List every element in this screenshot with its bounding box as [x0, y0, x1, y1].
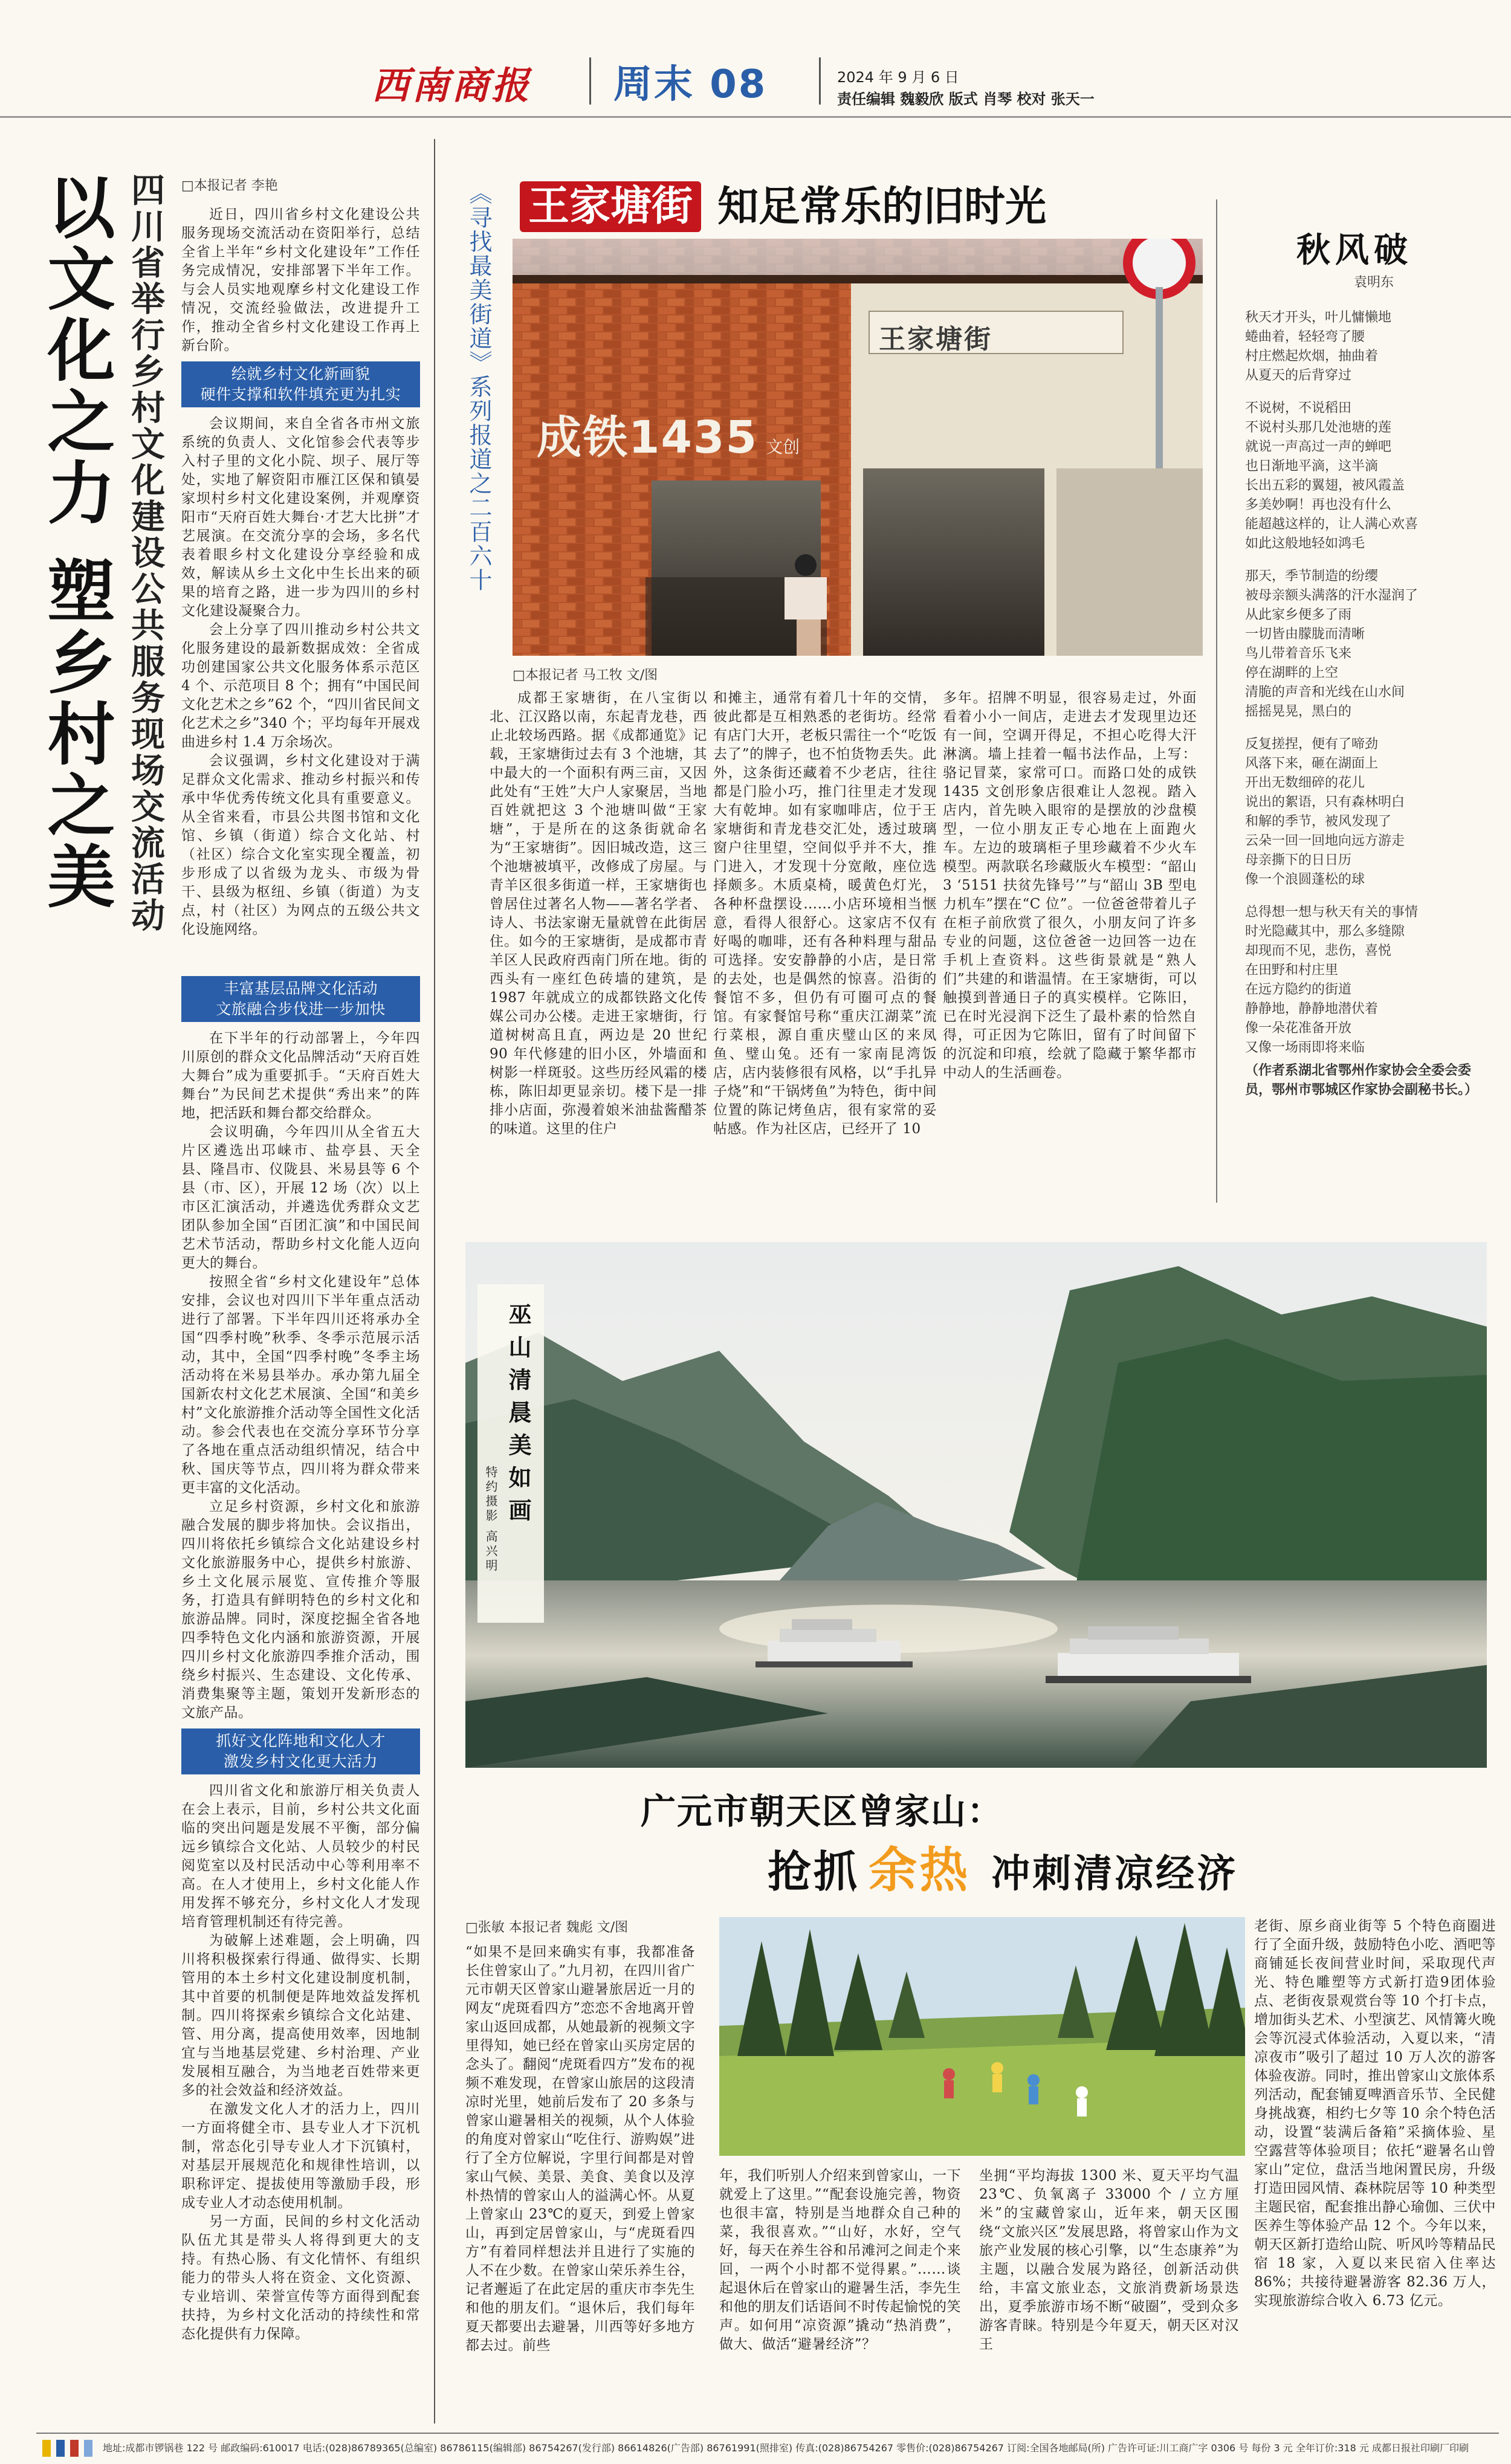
tourism-col-3: 坐拥“平均海拔 1300 米、夏天平均气温 23℃、负氧离子 33000 个 / 立方厘米”的宝藏曾家山，近年来，朝天区围绕“文旅兴区”发展思路，将曾家山作为文旅产业发展的核心引擎，以“生态康养”为主题，以融合发展为路径，创新活动供给，丰富文旅业态，文旅消费新场景迭出，夏季旅游市场不断“破圈”，受到众多游客青睐。特别是今年夏天，朝天区对汉王 [979, 2168, 1239, 2352]
poem-line: 不说树，不说稻田 [1245, 401, 1352, 416]
left-para-6: 会议明确，今年四川从全省五大片区遴选出邛崃市、盐亭县、天全县、隆昌市、仪陇县、米易县等 6 个县（市、区），开展 12 场（次）以上市区汇演活动，并遴选优秀群众文艺团队参加全国“百团汇演”和中国民间艺术节活动，帮助乡村文化能人迈向更大的舞台。 [181, 1124, 420, 1271]
poem-line: 又像一场雨即将来临 [1245, 1040, 1365, 1055]
headline-highlight: 余热 [869, 1842, 971, 1898]
wushan-photo [465, 1242, 1487, 1768]
poem-stanza-2 [1245, 399, 1487, 554]
poem-line: 摇摇晃晃，黑白的 [1245, 704, 1352, 719]
poem-line: 却现而不见，悲伤，喜悦 [1245, 943, 1392, 959]
poem-line: 云朵一回一回地向远方游走 [1245, 833, 1405, 849]
poem-line: 秋天才开头，叶儿慵懒地 [1245, 310, 1392, 325]
tourism-headline-2: 抢抓 余热 冲刺清凉经济 [768, 1842, 1238, 1898]
footer-bar [84, 2440, 92, 2457]
poem-line: 村庄燃起炊烟，抽曲着 [1245, 349, 1379, 364]
masthead [0, 0, 1511, 109]
poem-line: 说出的絮语，只有森林明白 [1245, 795, 1405, 810]
photo-caption: 巫山清晨美如画 [505, 1302, 532, 1531]
meadow-photo [719, 1917, 1245, 2156]
street-col-2: 和摊主，通常有着几十年的交情，彼此都是互相熟悉的老街坊。经常有店门大开，老板只需往一个“吃饭去了”的牌子，也不怕货物丢失。此外，这条街还藏着不少老店，往往都是门脸小巧，推门往里走才发现大有乾坤。如有家咖啡店，位于王家塘街和青龙巷交汇处，透过玻璃窗户往里望，空间似乎并不大，推门进入，才发现十分宽敞，座位选择颇多。木质桌椅，暖黄色灯光，各种杯盘摆设……小店环境相当惬意，看得人很舒心。这家店不仅有好喝的咖啡，还有各种料理与甜品可选择。安安静静的小店，是日常的去处，也是偶然的惊喜。沿街的餐馆不多，但仍有可圈可点的餐馆。有家餐馆号称“重庆江湖菜”流行菜根，源自重庆璧山区的来凤鱼、璧山兔。还有一家南昆湾饭店，店内装修很有风格，以“手扎异子烧”和“干锅烤鱼”为特色，街中间位置的陈记烤鱼店，很有家常的妥帖感。作为社区店，已经开了 10 [713, 690, 937, 1137]
poem-body [1245, 308, 1487, 1100]
poem-title: 秋风破 [1296, 230, 1412, 270]
street-title-rest: 知足常乐的旧时光 [717, 183, 1047, 231]
left-para-8: 立足乡村资源，乡村文化和旅游融合发展的脚步将加快。会议指出，四川将依托乡镇综合文化站建设乡村文化旅游服务中心，提供乡村旅游、乡土文化展示展览、宣传推介等服务，打造具有鲜明特色的乡村文化和旅游品牌。同时，深度挖掘全省各地四季特色文化内涵和旅游资源，开展四川乡村文化旅游四季推介活动，围绕乡村振兴、生态建设、文化传承、消费集聚等主题，策划开发新形态的文旅产品。 [181, 1499, 420, 1721]
left-column-top [181, 205, 420, 973]
poem-line: 也日渐地平滴，这半滴 [1245, 459, 1379, 474]
poem-box [1227, 199, 1493, 1203]
poem-stanza-4 [1245, 735, 1487, 890]
poem-line: 长出五彩的翼翅，被风霞盖 [1245, 478, 1405, 493]
footer-color-bars [42, 2440, 97, 2457]
wushan-landscape [465, 1242, 1487, 1768]
poem-stanza-1 [1245, 308, 1487, 386]
poem-line: 蜷曲着，轻轻弯了腰 [1245, 329, 1365, 344]
left-para-3: 会上分享了四川推动乡村公共文化服务建设的最新数据成效：全省成功创建国家公共文化服务体系示范区 4 个、示范项目 8 个；拥有“中国民间文化艺术之乡”62 个，“四川省民间文化艺术之乡”340 个；平均每年开展戏曲进乡村 1.4 万余场次。 [181, 622, 420, 750]
left-para-1: 近日，四川省乡村文化建设公共服务现场交流活动在资阳举行，总结全省上半年“乡村文化建设年”工作任务完成情况，安排部署下半年工作。与会人员实地观摩乡村文化建设工作情况，交流经验做法，改进提升工作，推动全省乡村文化建设工作再上新台阶。 [181, 207, 420, 354]
issue-date: 2024 年 9 月 6 日 [837, 69, 959, 86]
tourism-col-1: “如果不是回来确实有事，我都准备长住曾家山了。”九月初，在四川省广元市朝天区曾家山避暑旅居近一月的网友“虎斑看四方”恋恋不舍地离开曾家山返回成都，从她最新的视频文字里得知，她已经在曾家山买房定居的念头了。翻阅“虎斑看四方”发布的视频不难发现，在曾家山旅居的这段清凉时光里，她前后发布了 20 多条与曾家山避暑相关的视频，从个人体验的角度对曾家山“吃住行、游购娱”进行了全方位解说，字里行间都是对曾家山气候、美景、美食、美食以及淳朴热情的曾家山人的溢满心怀。从夏上曾家山 23℃的夏天，到爱上曾家山，再到定居曾家山，与“虎斑看四方”有着同样想法并且进行了实施的人不在少数。在曾家山荣乐养生谷，记者邂逅了在此定居的重庆市李先生和他的朋友们。“退休后，我们每年夏天都要出去避暑，川西等好多地方都去过。前些 [465, 1944, 695, 2353]
footer-bar [56, 2440, 65, 2457]
left-para-10: 为破解上述难题，会上明确，四川将积极探索行得通、做得实、长期管用的本土乡村文化建设制度机制，其中首要的机制便是阵地效益发挥机制。四川将探索乡镇综合文化站建、管、用分离，提高使用效率，因地制宜与当地基层党建、乡村治理、产业发展相互融合，为当地老百姓带来更多的社会效益和经济效益。 [181, 1933, 420, 2098]
left-column-bottom [181, 976, 420, 2427]
poem-line: 不说村头那几处池塘的莲 [1245, 420, 1392, 435]
left-headline: 以文化之力 塑乡村之美 [36, 172, 115, 913]
poem-line: 从此家乡便多了雨 [1245, 607, 1352, 622]
left-para-9: 四川省文化和旅游厅相关负责人在会上表示，目前，乡村公共文化面临的突出问题是发展不平衡，部分偏远乡镇综合文化站、人员较少的村民阅览室以及村民活动中心等利用率不高。在人才使用上，乡村文化能人作用发挥不够充分，乡村文化人才发现培育管理机制还有待完善。 [181, 1783, 420, 1930]
street-title [520, 181, 1046, 232]
street-byline: □本报记者 马工牧 文/图 [513, 668, 658, 683]
photo-credit: 特约摄影 高兴明 [484, 1466, 498, 1574]
editors-credit: 责任编辑 魏毅欣 版式 肖琴 校对 张天一 [837, 91, 1095, 108]
poem-line: 风落下来，砸在湖面上 [1245, 756, 1379, 771]
poem-author: 袁明东 [1354, 275, 1394, 290]
poem-note: （作者系湖北省鄂州作家协会全委会委员，鄂州市鄂城区作家协会副秘书长。） [1245, 1063, 1478, 1098]
left-para-12: 另一方面，民间的乡村文化活动队伍尤其是带头人将得到更大的支持。有热心肠、有文化情怀、有组织能力的带头人将在资金、文化资源、专业培训、荣誉宣传等方面得到配套扶持，为乡村文化活动的持续性和常态化提供有力保障。 [181, 2214, 420, 2342]
poem-line: 像一个浪圆蓬松的球 [1245, 872, 1365, 887]
poem-line: 开出无数细碎的花儿 [1245, 775, 1365, 791]
street-title-highlight: 王家塘街 [520, 181, 701, 232]
poem-line: 时光隐藏其中，那么多缝隙 [1245, 924, 1405, 939]
series-label: 《寻找最美街道》系列报道之二百六十 [465, 181, 492, 592]
poem-line: 能超越这样的，让人满心欢喜 [1245, 517, 1419, 532]
poem-line: 那天，季节制造的纷缨 [1245, 569, 1379, 584]
poem-line: 停在湖畔的上空 [1245, 665, 1339, 681]
poem-line: 就说一声高过一声的蝉吧 [1245, 439, 1392, 454]
sign-wangjiatang: 王家塘街 [879, 324, 992, 355]
meadow-illustration [719, 1917, 1245, 2156]
street-col-3: 多年。招牌不明显，很容易走过，外面看着小小一间店，走进去才发现里边还有一间，空调开得足，不担心吃得大汗淋漓。墙上挂着一幅书法作品，上写：骆记冒菜，家常可口。而路口处的成铁 1435 文创形象店很难让人忽视。踏入店内，首先映入眼帘的是摆放的沙盘模型，一位小朋友正专心地在上面跑火车。左边的玻璃柜子里珍藏着不少火车模型。两款联名珍藏版火车模型：“韶山 3 ‘5151 扶贫先锋号’”与“韶山 3B 型电力机车”摆在“C 位”。一位爸爸带着儿子在柜子前欣赏了很久，小朋友问了许多专业的问题，这位爸爸一边回答一边在手机上查资料。这些街景就是“熟人们”共建的和谐温情。在王家塘街，可以触摸到普通日子的真实模样。它陈旧，已在时光浸润下泛生了最朴素的恰然自得，可正因为它陈旧，留有了时间留下的沉淀和印痕，绘就了隐藏于繁华都市中动人的生活画卷。 [943, 690, 1197, 1081]
poem-stanza-5 [1245, 903, 1487, 1058]
section-title: 周末 08 [613, 62, 768, 107]
left-byline: □本报记者 李艳 [181, 178, 278, 193]
poem-stanza-3 [1245, 567, 1487, 722]
poem-line: 多美妙啊！再也没有什么 [1245, 497, 1392, 513]
poem-line: 鸟儿带着音乐飞来 [1245, 646, 1352, 661]
poem-line: 反复搓捏，便有了啼劲 [1245, 737, 1379, 752]
tourism-col-4: 老街、原乡商业街等 5 个特色商圈进行了全面升级，鼓励特色小吃、酒吧等商铺延长夜间营业时间，采取现代声光、特色雕塑等方式新打造9团体验点、老街夜景观赏台等 10 个打卡点，增加街头艺术、小型演艺、风情篝火晚会等沉浸式体验活动，入夏以来，“清凉夜市”吸引了超过 10 万人次的游客体验夜游。同时，推出曾家山文旅体系列活动，配套铺夏啤酒音乐节、全民健身挑战赛，相约七夕等 10 余个特色活动，设置“装满后备箱”采摘体验、星空露营等体验项目；依托“避暑名山曾家山”定位，盘活当地闲置民房，升级打造田园风情、森林院居等 10 种类型主题民宿，配套推出静心瑜伽、三伏中医养生等体验产品 12 个。今年以来，朝天区新打造给山院、听风吟等精品民宿 18 家，入夏以来民宿入住率达 86%；共接待避暑游客 82.36 万人，实现旅游综合收入 6.73 亿元。 [1254, 1918, 1496, 2309]
poem-line: 和解的季节，被风发现了 [1245, 814, 1392, 829]
poem-line: 如此这般地轻如鸿毛 [1245, 536, 1365, 551]
poem-line: 一切皆由朦胧而清晰 [1245, 627, 1365, 642]
sign-chengtie: 成铁1435 文创 [537, 412, 800, 464]
left-para-5: 在下半年的行动部署上，今年四川原创的群众文化品牌活动“天府百姓大舞台”成为重要抓手。“天府百姓大舞台”为民间艺术提供“秀出来”的阵地，把活跃和舞台都交给群众。 [181, 1030, 420, 1121]
footer-text: 地址:成都市锣锅巷 122 号 邮政编码:610017 电话:(028)86789365(总编室) 86786115(编辑部) 86754267(发行部) 86614826(广告部) 86761991(照排室) 传真:(028)86754267 零售价:(028)86754267 订阅:全国各地邮局(所) 广告许可证:川工商广字 0306 号 每份 3 元 全年订价:318 元 成都日报社印刷厂印刷 [103, 2442, 1469, 2454]
left-para-4: 会议强调，乡村文化建设对于满足群众文化需求、推动乡村振兴和传承中华优秀传统文化具有重要意义。从全省来看，市县公共图书馆和文化馆、乡镇（街道）综合文化站、村（社区）综合文化室实现全覆盖，初步形成了以省级为龙头、市级为骨干、县级为枢纽、乡镇（街道）为支点，村（社区）为网点的五级公共文化设施网络。 [181, 753, 420, 937]
tourism-byline: □张敏 本报记者 魏彪 文/图 [465, 1920, 629, 1935]
newspaper-logo: 西南商报 [372, 63, 532, 108]
poem-line: 在远方隐约的街道 [1245, 982, 1352, 997]
poem-line: 母亲撕下的日日历 [1245, 853, 1352, 868]
tourism-col-2: 年，我们听别人介绍来到曾家山，一下就爱上了这里。”“配套设施完善，物资也很丰富，特别是当地群众自己种的菜，我很喜欢。”“山好，水好，空气好，每天在养生谷和吊滩河之间走个来回，一两个小时都不觉得累。”……谈起退休后在曾家山的避暑生活，李先生和他的朋友们话语间不时传起愉悦的笑声。如何用“凉资源”撬动“热消费”，做大、做活“避暑经济”？ [719, 2168, 961, 2352]
left-para-2: 会议期间，来自全省各市州文旅系统的负责人、文化馆参会代表等步入村子里的文化小院、坝子、展厅等处，实地了解资阳市雁江区保和镇晏家坝村乡村文化建设案例，并观摩资阳市“天府百姓大舞台·才艺大比拼”才艺展演。在交流分享的会场，多名代表着眼乡村文化建设分享经验和成效，解读从乡土文化中生长出来的硕果的培育之路，进一步为四川的乡村文化建设凝聚合力。 [181, 416, 420, 619]
left-para-7: 按照全省“乡村文化建设年”总体安排，会议也对四川下半年重点活动进行了部署。下半年四川还将承办全国“四季村晚”秋季、冬季示范展示活动，其中，全国“四季村晚”冬季主场活动将在米易县举办。承办第九届全国新农村文化艺术展演、全国“和美乡村”文化旅游推介活动等全国性文化活动。参会代表也在交流分享环节分享了各地在重点活动组织情况，结合中秋、国庆等节点，四川将为群众带来更丰富的文化活动。 [181, 1274, 420, 1496]
photo-caption-box [477, 1284, 544, 1623]
left-subhead-2: 丰富基层品牌文化活动 文旅融合步伐进一步加快 [181, 976, 420, 1022]
poem-line: 清脆的声音和光线在山水间 [1245, 685, 1405, 700]
footer-bar [70, 2440, 79, 2457]
poem-line: 被母亲额头满落的汗水湿润了 [1245, 588, 1419, 603]
poem-line: 像一朵花准备开放 [1245, 1021, 1352, 1036]
left-para-11: 在激发文化人才的活力上，四川一方面将健全市、县专业人才下沉机制，常态化引导专业人才下沉镇村，对基层开展规范化和规律性培训，以职称评定、提拔使用等激励手段，形成专业人才动态使用机制。 [181, 2101, 420, 2211]
tourism-headline-1: 广元市朝天区曾家山： [641, 1791, 1004, 1832]
street-col-1: 成都王家塘街，在八宝街以北、江汉路以南，东起青龙巷，西止北较场西路。据《成都通览》记载，王家塘街过去有 3 个池塘，其中最大的一个面积有两三亩，又因此处有“王姓”大户人家聚居，当地百姓就把这 3 个池塘叫做“王家塘”，于是所在的这条街就命名为“王家塘街”。因旧城改造，这三个池塘被填平，改修成了房屋。与青羊区很多街道一样，王家塘街也曾居住过著名人物——著名学者、诗人、书法家谢无量就曾在此街居住。如今的王家塘街，是成都市青羊区人民政府西南门所在地。街的西头有一座红色砖墙的建筑，是 1987 年就成立的成都铁路文化传媒公司办公楼。走进王家塘街，行道树树高且直，两边是 20 世纪 90 年代修建的旧小区，外墙面和树影一样斑驳。这些历经风霜的楼栋，陈旧却更显亲切。楼下是一排排小店面，弥漫着娘米油盐酱醋茶的味道。这里的住户 [490, 690, 707, 1137]
poem-line: 在田野和村庄里 [1245, 963, 1339, 978]
footer-bar [42, 2440, 51, 2457]
poem-line: 静静地，静静地潜伏着 [1245, 1001, 1379, 1017]
left-subheadline: 四川省举行乡村文化建设公共服务现场交流活动 [126, 172, 166, 934]
poem-line: 从夏天的后背穿过 [1245, 368, 1352, 383]
poem-line: 总得想一想与秋天有关的事情 [1245, 905, 1419, 920]
left-subhead-1: 绘就乡村文化新画貌 硬件支撑和软件填充更为扎实 [181, 361, 420, 407]
storefront-photo [513, 239, 1203, 656]
left-subhead-3: 抓好文化阵地和文化人才 激发乡村文化更大活力 [181, 1728, 420, 1774]
